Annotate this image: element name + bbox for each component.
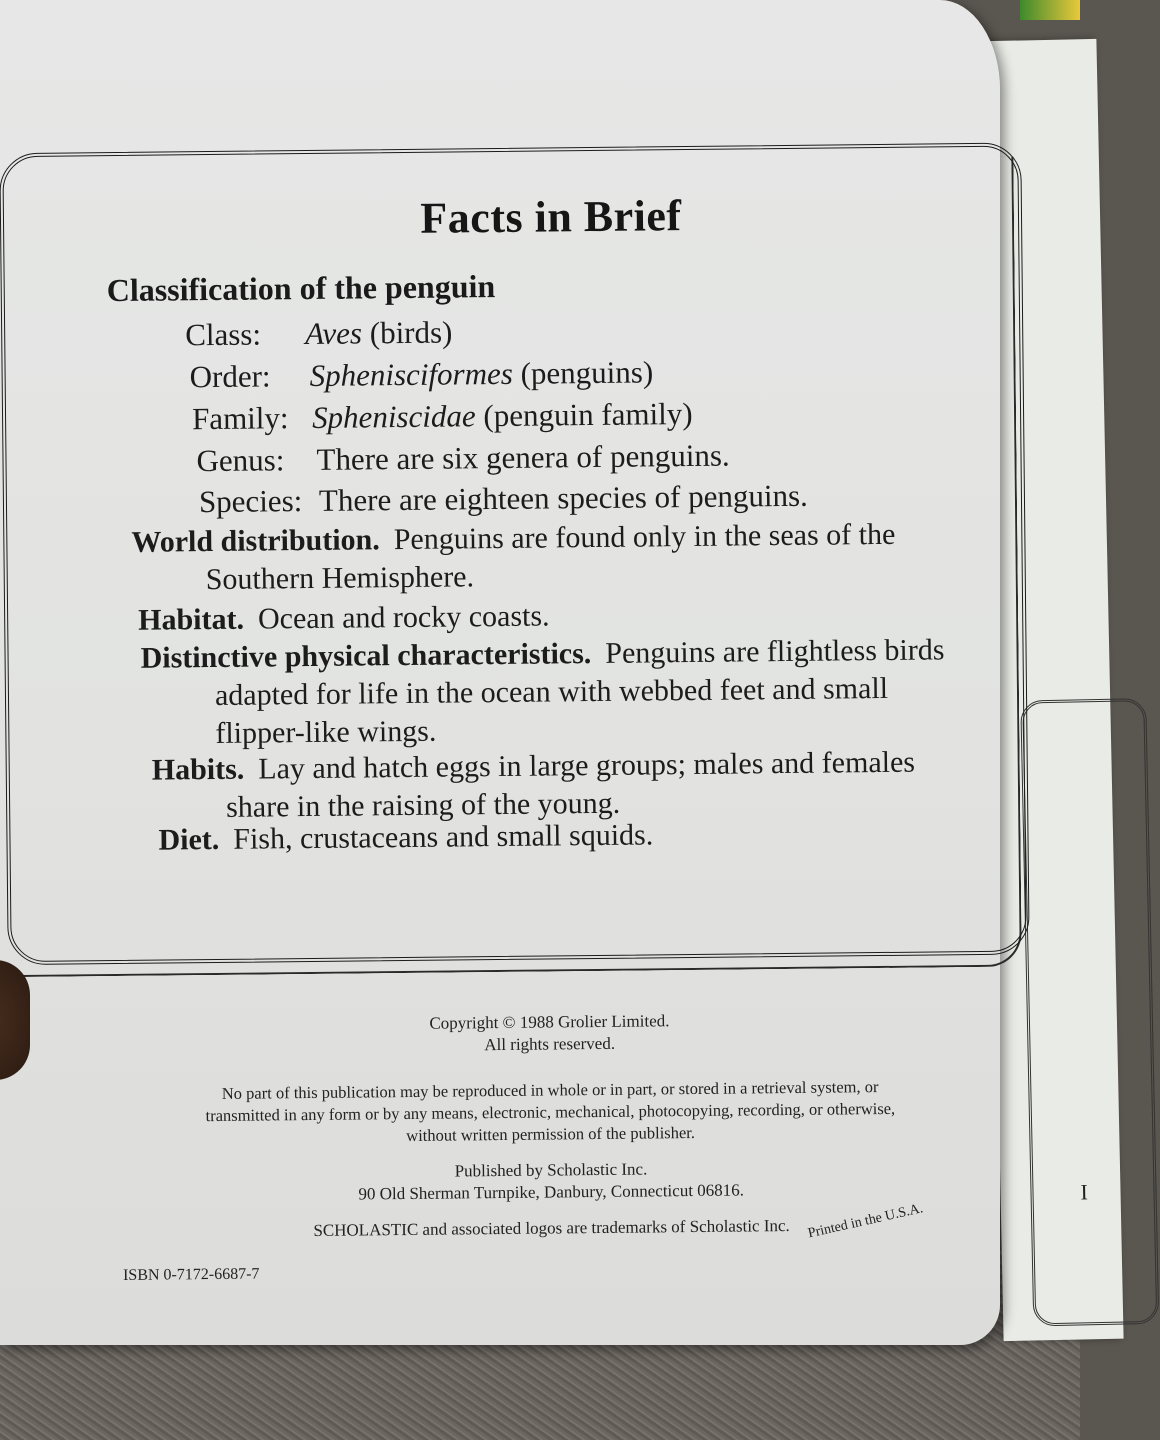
fact-text: Penguins are found only in the seas of the	[393, 517, 896, 557]
rights-reserved-line: All rights reserved.	[484, 1033, 616, 1055]
taxonomy-scientific-name: Spheniscidae	[311, 398, 476, 435]
fact-text-continued: Southern Hemisphere.	[205, 560, 475, 597]
taxonomy-description: (birds)	[361, 314, 453, 351]
fact-text-continued: share in the raising of the young.	[225, 786, 621, 824]
hand-holding-book	[0, 960, 30, 1080]
fact-heading: World distribution.	[131, 523, 380, 559]
taxonomy-scientific-name: Aves	[305, 315, 363, 352]
taxonomy-row-genus	[196, 438, 730, 480]
taxonomy-description: There are six genera of penguins.	[316, 437, 730, 477]
taxonomy-description: (penguins)	[512, 354, 654, 391]
reproduction-notice	[5, 1074, 1096, 1151]
fact-text: Fish, crustaceans and small squids.	[233, 818, 654, 856]
fact-heading: Habits.	[151, 752, 245, 787]
taxonomy-label: Species:	[198, 483, 303, 520]
taxonomy-label: Order:	[189, 358, 271, 395]
page-title: Facts in Brief	[420, 191, 682, 243]
copyright-statement	[4, 1006, 1094, 1061]
publisher-info	[6, 1154, 1096, 1209]
fact-diet	[158, 816, 653, 859]
fact-physical-characteristics	[140, 631, 945, 753]
fact-text: Penguins are flightless birds	[605, 633, 945, 670]
taxonomy-row-family	[192, 396, 693, 437]
fact-text: Lay and hatch eggs in large groups; males and females	[258, 745, 916, 786]
notice-line: No part of this publication may be reproduced in whole or in part, or stored in a retrieval system, or	[221, 1077, 879, 1103]
classification-heading: Classification of the penguin	[106, 268, 496, 309]
copyright-line: Copyright © 1988 Grolier Limited.	[429, 1011, 670, 1033]
taxonomy-label: Class:	[185, 316, 262, 353]
publisher-address: 90 Old Sherman Turnpike, Danbury, Connecticut 06816.	[358, 1180, 745, 1204]
publisher-name: Published by Scholastic Inc.	[454, 1159, 648, 1181]
taxonomy-row-species	[199, 478, 808, 520]
notice-line: without written permission of the publisher.	[406, 1122, 696, 1146]
fact-heading: Habitat.	[138, 602, 245, 637]
taxonomy-scientific-name: Sphenisciformes	[309, 355, 514, 393]
fact-text-continued: flipper-like wings.	[215, 714, 437, 750]
trademark-line: SCHOLASTIC and associated logos are trademarks of Scholastic Inc.	[313, 1216, 790, 1240]
book-cover-edge	[1020, 0, 1080, 20]
fact-world-distribution	[131, 516, 896, 600]
taxonomy-row-class	[185, 314, 453, 353]
isbn-number: ISBN 0-7172-6687-7	[122, 1265, 260, 1284]
fact-habitat	[138, 597, 550, 639]
taxonomy-description: There are eighteen species of penguins.	[318, 477, 809, 518]
taxonomy-label: Genus:	[196, 442, 285, 479]
fact-heading: Distinctive physical characteristics.	[140, 637, 592, 675]
fact-text-continued: adapted for life in the ocean with webbed feet and small	[214, 671, 889, 712]
taxonomy-row-order	[189, 354, 653, 395]
printed-in-usa: Printed in the U.S.A.	[806, 1201, 925, 1242]
fact-heading: Diet.	[158, 822, 220, 857]
taxonomy-label: Family:	[191, 400, 289, 437]
taxonomy-description: (penguin family)	[475, 395, 693, 434]
fact-habits	[152, 744, 916, 828]
fact-text: Ocean and rocky coasts.	[257, 599, 550, 636]
notice-line: transmitted in any form or by any means, electronic, mechanical, photocopying, recording, or otherwise,	[205, 1098, 896, 1126]
trademark-notice	[6, 1212, 1096, 1245]
adjacent-page-letter: I	[1080, 1179, 1089, 1205]
